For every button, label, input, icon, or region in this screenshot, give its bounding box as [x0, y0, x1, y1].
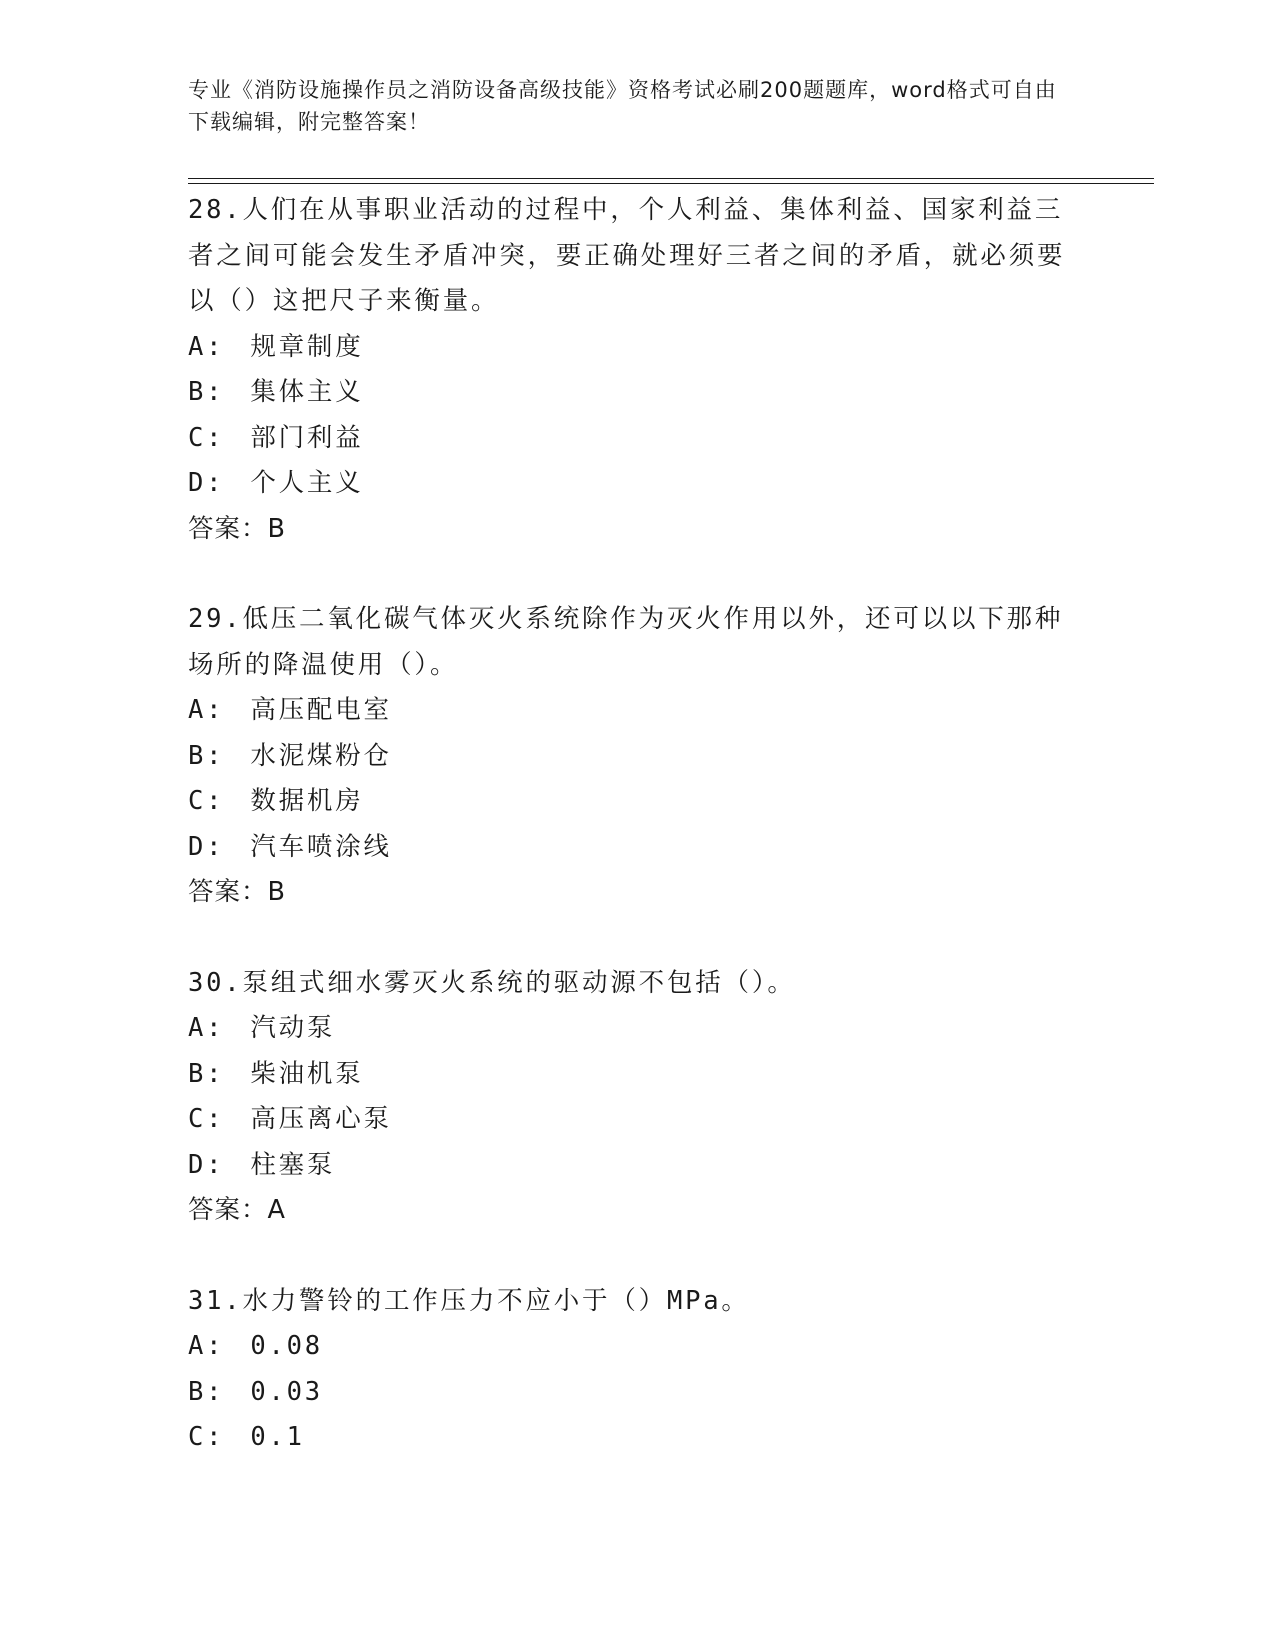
option-key: C: [188, 1104, 225, 1134]
question-stem: 31.水力警铃的工作压力不应小于（）MPa。 [188, 1285, 750, 1316]
answer-line: 答案：A [188, 1195, 286, 1225]
option-key: D: [188, 468, 225, 498]
option-text: 数据机房 [250, 786, 364, 816]
option-text: 汽车喷涂线 [250, 831, 392, 862]
option-d [188, 461, 1088, 507]
option-text: 个人主义 [250, 468, 364, 498]
option-key: A: [188, 331, 225, 362]
option-d [188, 825, 1088, 871]
question-stem: 29.低压二氧化碳气体灭火系统除作为灭火作用以外，还可以以下那种场所的降温使用（）。 [188, 604, 1064, 680]
option-c [188, 416, 1088, 462]
option-key: B: [188, 377, 225, 407]
option-text: 水泥煤粉仓 [250, 740, 392, 771]
question-31 [188, 1279, 1088, 1461]
option-text: 高压离心泵 [250, 1104, 392, 1134]
option-key: C: [188, 1422, 225, 1452]
option-text: 高压配电室 [250, 695, 392, 725]
option-text: 部门利益 [250, 422, 364, 453]
option-key: D: [188, 831, 225, 862]
document-intro: 专业《消防设施操作员之消防设备高级技能》资格考试必刷200题题库，word格式可自由下载编辑，附完整答案！ [188, 78, 1057, 134]
question-list [188, 188, 1088, 1506]
question-29 [188, 597, 1088, 916]
option-b [188, 1052, 1088, 1098]
header-divider-top [188, 178, 1154, 179]
answer-line: 答案：B [188, 513, 286, 544]
question-28 [188, 188, 1088, 552]
option-key: A: [188, 1013, 225, 1043]
option-a [188, 688, 1088, 734]
option-a [188, 1006, 1088, 1052]
header-divider-bottom [188, 183, 1154, 184]
option-a [188, 325, 1088, 371]
option-text: 0.1 [250, 1422, 305, 1452]
option-key: B: [188, 1058, 225, 1089]
option-text: 柱塞泵 [250, 1149, 336, 1180]
option-b [188, 734, 1088, 780]
option-text: 规章制度 [250, 331, 364, 362]
option-key: C: [188, 422, 225, 453]
question-stem: 28.人们在从事职业活动的过程中，个人利益、集体利益、国家利益三者之间可能会发生矛盾冲突，要正确处理好三者之间的矛盾，就必须要以（）这把尺子来衡量。 [188, 195, 1066, 316]
option-key: A: [188, 1331, 225, 1361]
option-key: C: [188, 786, 225, 816]
question-stem: 30.泵组式细水雾灭火系统的驱动源不包括（）。 [188, 967, 796, 998]
option-key: A: [188, 695, 225, 725]
option-key: B: [188, 1376, 225, 1407]
option-key: D: [188, 1149, 225, 1180]
question-30 [188, 961, 1088, 1234]
option-b [188, 1370, 1088, 1416]
option-text: 柴油机泵 [250, 1058, 364, 1089]
option-b [188, 370, 1088, 416]
option-text: 集体主义 [250, 377, 364, 407]
option-text: 0.08 [250, 1331, 323, 1361]
option-text: 0.03 [250, 1376, 323, 1407]
option-text: 汽动泵 [250, 1013, 336, 1043]
option-a [188, 1324, 1088, 1370]
option-d [188, 1143, 1088, 1189]
option-c [188, 779, 1088, 825]
option-key: B: [188, 740, 225, 771]
answer-line: 答案：B [188, 877, 286, 907]
option-c [188, 1415, 1088, 1461]
option-c [188, 1097, 1088, 1143]
